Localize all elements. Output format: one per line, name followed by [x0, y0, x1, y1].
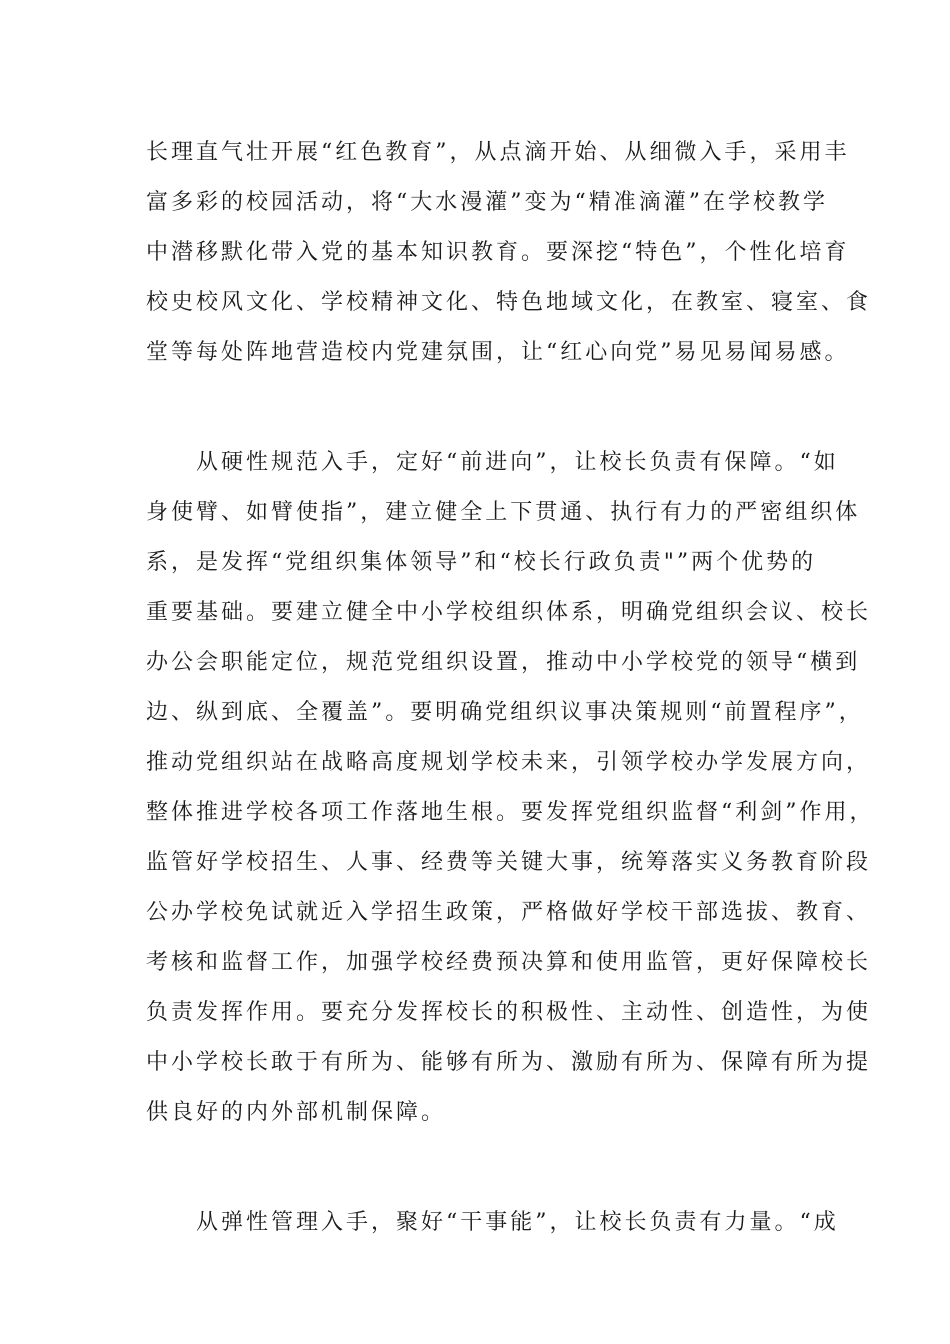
text-line: 中小学校长敢于有所为、能够有所为、激励有所为、保障有所为提: [146, 1050, 872, 1075]
text-line: 供良好的内外部机制保障。: [146, 1100, 447, 1125]
text-line: 堂等每处阵地营造校内党建氛围，让“红心向党”易见易闻易感。: [146, 340, 850, 365]
text-line: 身使臂、如臂使指”，建立健全上下贯通、执行有力的严密组织体: [146, 500, 861, 525]
paragraph-gap: [146, 378, 810, 438]
text-line: 办公会职能定位，规范党组织设置，推动中小学校党的领导“横到: [146, 650, 861, 675]
text-line: 边、纵到底、全覆盖”。要明确党组织议事决策规则“前置程序”，: [146, 700, 864, 725]
text-line: 中潜移默化带入党的基本知识教育。要深挖“特色”，个性化培育: [146, 240, 850, 265]
paragraph-2: [146, 438, 875, 1138]
text-line: 重要基础。要建立健全中小学校组织体系，明确党组织会议、校长: [146, 600, 872, 625]
paragraph-1: [146, 128, 872, 378]
text-line: 推动党组织站在战略高度规划学校未来，引领学校办学发展方向，: [146, 750, 872, 775]
document-body: [146, 128, 875, 1248]
text-line: 考核和监督工作，加强学校经费预决算和使用监管，更好保障校长: [146, 950, 872, 975]
text-line: 校史校风文化、学校精神文化、特色地域文化，在教室、寝室、食: [146, 290, 872, 315]
text-line: 负责发挥作用。要充分发挥校长的积极性、主动性、创造性，为使: [146, 1000, 872, 1025]
text-line: 系，是发挥“党组织集体领导”和“校长行政负责"”两个优势的: [146, 550, 817, 575]
text-line: 公办学校免试就近入学招生政策，严格做好学校干部选拔、教育、: [146, 900, 872, 925]
text-line: 从弹性管理入手，聚好“干事能”，让校长负责有力量。“成: [146, 1210, 839, 1235]
text-line: 富多彩的校园活动，将“大水漫灌”变为“精准滴灌”在学校教学: [146, 190, 828, 215]
paragraph-gap: [146, 1138, 810, 1198]
text-line: 整体推进学校各项工作落地生根。要发挥党组织监督“利剑”作用，: [146, 800, 875, 825]
text-line: 从硬性规范入手，定好“前进向”，让校长负责有保障。“如: [146, 450, 839, 475]
text-line: 长理直气壮开展“红色教育”，从点滴开始、从细微入手，采用丰: [146, 140, 850, 165]
paragraph-3: [146, 1198, 839, 1248]
text-line: 监管好学校招生、人事、经费等关键大事，统筹落实义务教育阶段: [146, 850, 872, 875]
